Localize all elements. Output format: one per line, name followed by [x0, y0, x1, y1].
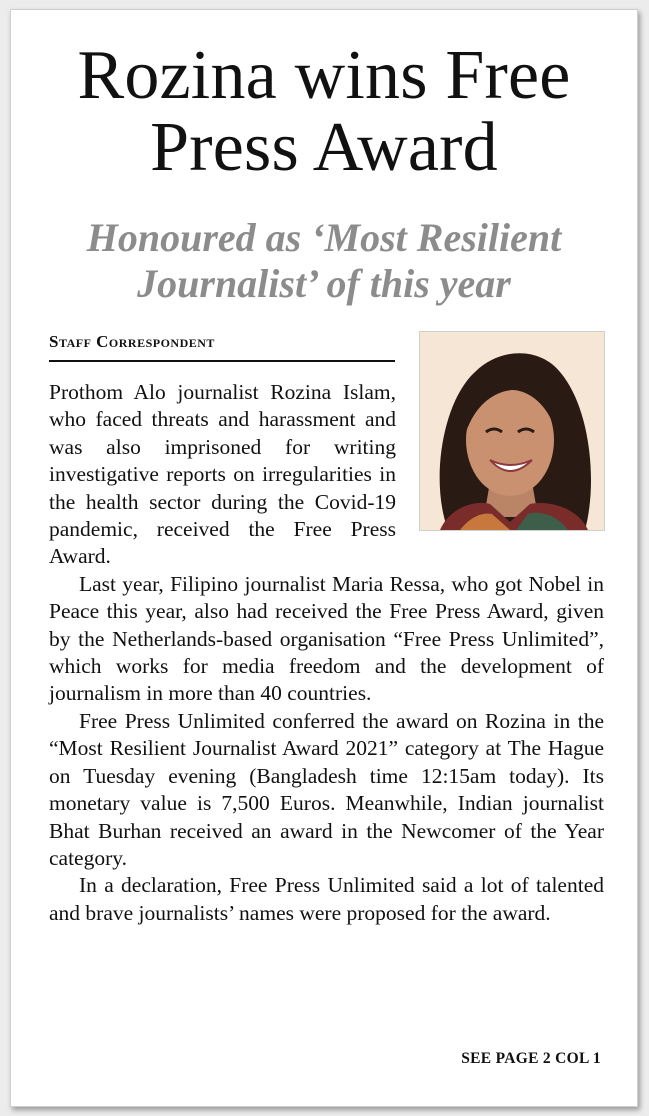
article-paragraph-2: Last year, Filipino journalist Maria Ressa, who got Nobel in Peace this year, also had received the Free Press Award, given by the Netherlands-based organisation “Free Press Unlimited”, which works for media freedom and the development of journalism in more than 40 countries.: [49, 571, 604, 706]
headline: Rozina wins Free Press Award: [77, 37, 571, 186]
article-body: [49, 379, 604, 927]
newspaper-clipping: [10, 9, 638, 1107]
continuation-note: SEE PAGE 2 COL 1: [461, 1050, 601, 1067]
article-paragraph-1: Prothom Alo journalist Rozina Islam, who faced threats and harassment and was also imprisoned for writing investigative reports on irregularities in the health sector during the Covid-19 pandemic, received the Free Press Award.: [49, 380, 396, 569]
article-paragraph-4: In a declaration, Free Press Unlimited said a lot of talented and brave journalists’ names were proposed for the award.: [49, 873, 604, 925]
subheadline: Honoured as ‘Most Resilient Journalist’ of this year: [86, 215, 562, 306]
article-paragraph-3: Free Press Unlimited conferred the award on Rozina in the “Most Resilient Journalist Award 2021” category at The Hague on Tuesday evening (Bangladesh time 12:15am today). Its monetary value is 7,500 Euros. Meanwhile, Indian journalist Bhat Burhan received an award in the Newcomer of the Year category.: [49, 708, 604, 870]
byline: Staff Correspondent: [49, 332, 395, 362]
photo-wrap-space: [404, 379, 604, 531]
